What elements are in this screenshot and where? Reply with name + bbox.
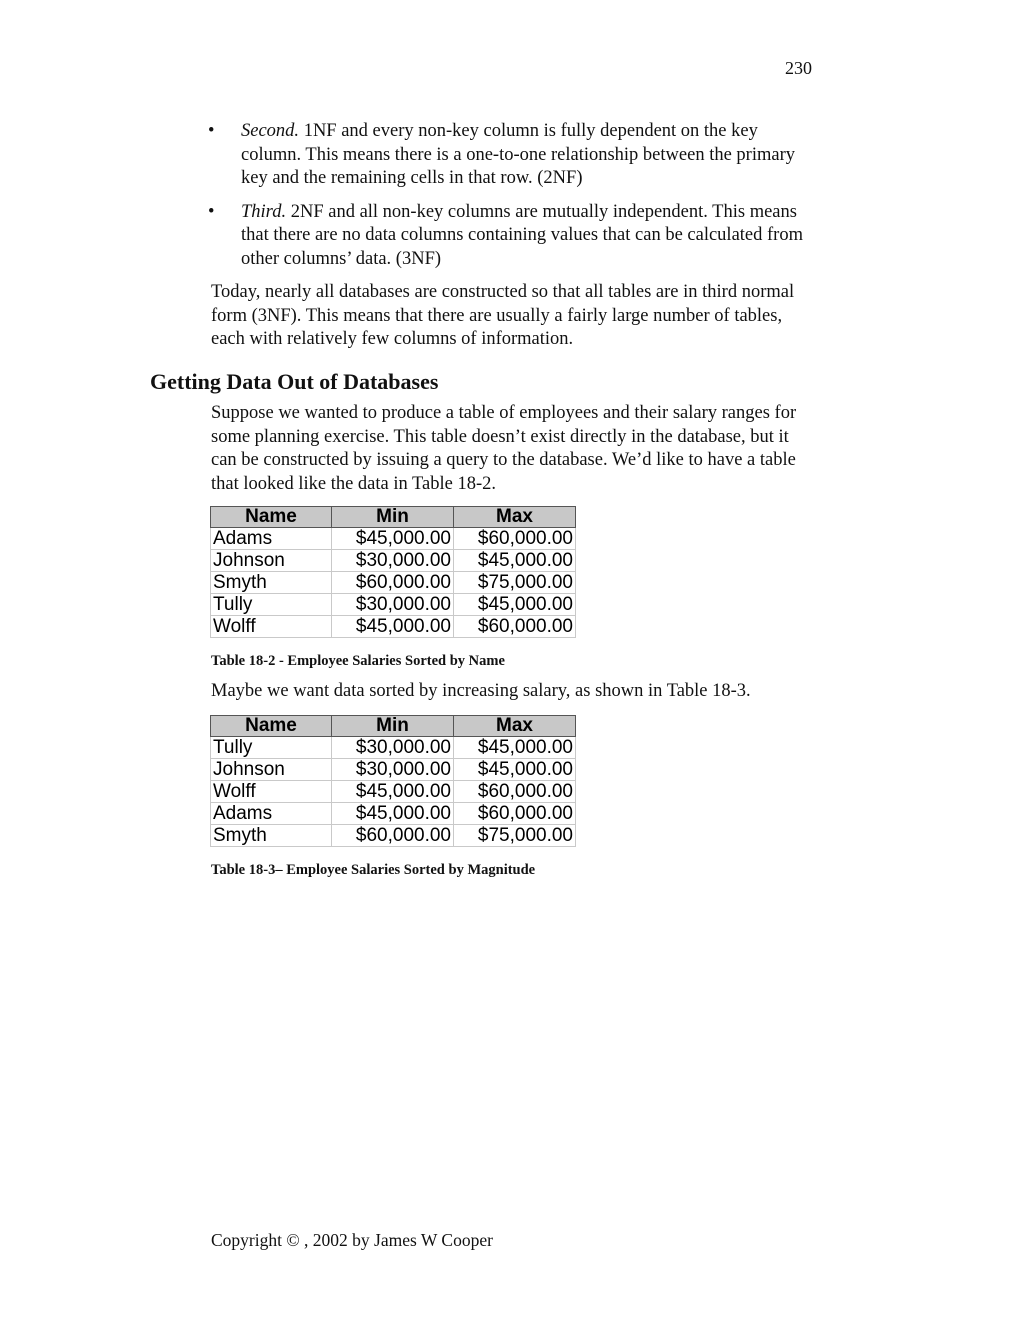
table-row (211, 781, 576, 803)
table-cell: $30,000.00 (332, 594, 454, 616)
bullet-item (208, 120, 808, 191)
table-cell: Adams (211, 528, 332, 550)
table-row (211, 528, 576, 550)
table-cell: Adams (211, 803, 332, 825)
table-caption: Table 18-3– Employee Salaries Sorted by Magnitude (211, 862, 536, 878)
salary-table-by-name (210, 506, 576, 638)
table-header-row (211, 507, 576, 528)
table-cell: $45,000.00 (332, 781, 454, 803)
table-cell: $30,000.00 (332, 550, 454, 572)
table-cell: $45,000.00 (454, 737, 576, 759)
table-cell: $45,000.00 (454, 594, 576, 616)
table-cell: $60,000.00 (332, 572, 454, 594)
table-cell: $30,000.00 (332, 737, 454, 759)
table-cell: $60,000.00 (454, 528, 576, 550)
table-cell: Tully (211, 594, 332, 616)
column-header: Min (332, 716, 454, 737)
table-cell: Johnson (211, 550, 332, 572)
table-row (211, 825, 576, 847)
page-number: 230 (785, 58, 812, 78)
table-cell: $45,000.00 (332, 616, 454, 638)
column-header: Max (454, 507, 576, 528)
table-cell: $60,000.00 (332, 825, 454, 847)
table-cell: $45,000.00 (332, 803, 454, 825)
table-cell: $75,000.00 (454, 572, 576, 594)
bullet-item (208, 201, 808, 272)
table-cell: Smyth (211, 825, 332, 847)
bullet-term: Second. (241, 121, 300, 141)
table-row (211, 737, 576, 759)
section-heading: Getting Data Out of Databases (150, 369, 439, 394)
table-cell: $45,000.00 (454, 550, 576, 572)
salary-table-by-magnitude (210, 715, 576, 847)
table-row (211, 550, 576, 572)
paragraph: Maybe we want data sorted by increasing salary, as shown in Table 18-3. (211, 681, 751, 701)
table-cell: Wolff (211, 781, 332, 803)
column-header: Name (211, 507, 332, 528)
table-cell: Wolff (211, 616, 332, 638)
bullet-text: 2NF and all non-key columns are mutually independent. This means that there are no data columns containing values that can be calculated from other columns’ data. (3NF) (241, 201, 803, 269)
table-cell: Tully (211, 737, 332, 759)
table-cell: $45,000.00 (332, 528, 454, 550)
bullet-list (208, 120, 808, 281)
paragraph: Today, nearly all databases are constructed so that all tables are in third normal form (3NF). This means that there are usually a fairly large number of tables, each with relatively few columns of information. (211, 282, 795, 349)
table-row (211, 594, 576, 616)
table-cell: Smyth (211, 572, 332, 594)
bullet-term: Third. (241, 201, 287, 222)
table-row (211, 803, 576, 825)
table-header-row (211, 716, 576, 737)
table-caption: Table 18-2 - Employee Salaries Sorted by Name (211, 653, 505, 669)
table-cell: Johnson (211, 759, 332, 781)
table-cell: $60,000.00 (454, 803, 576, 825)
table-cell: $45,000.00 (454, 759, 576, 781)
bullet-dot: • (208, 121, 215, 141)
column-header: Min (332, 507, 454, 528)
column-header: Name (211, 716, 332, 737)
table-row (211, 759, 576, 781)
table-cell: $60,000.00 (454, 781, 576, 803)
table-cell: $75,000.00 (454, 825, 576, 847)
column-header: Max (454, 716, 576, 737)
bullet-text: 1NF and every non-key column is fully dependent on the key column. This means there is a one-to-one relationship between the primary key and the remaining cells in that row. (2NF) (241, 121, 795, 188)
copyright-footer: Copyright © , 2002 by James W Cooper (211, 1230, 493, 1250)
bullet-dot: • (208, 201, 215, 222)
table-row (211, 616, 576, 638)
table-cell: $30,000.00 (332, 759, 454, 781)
paragraph: Suppose we wanted to produce a table of employees and their salary ranges for some planning exercise. This table doesn’t exist directly in the database, but it can be constructed by issuing a query to the database. We’d like to have a table that looked like the data in Table 18-2. (211, 403, 797, 494)
table-cell: $60,000.00 (454, 616, 576, 638)
table-row (211, 572, 576, 594)
